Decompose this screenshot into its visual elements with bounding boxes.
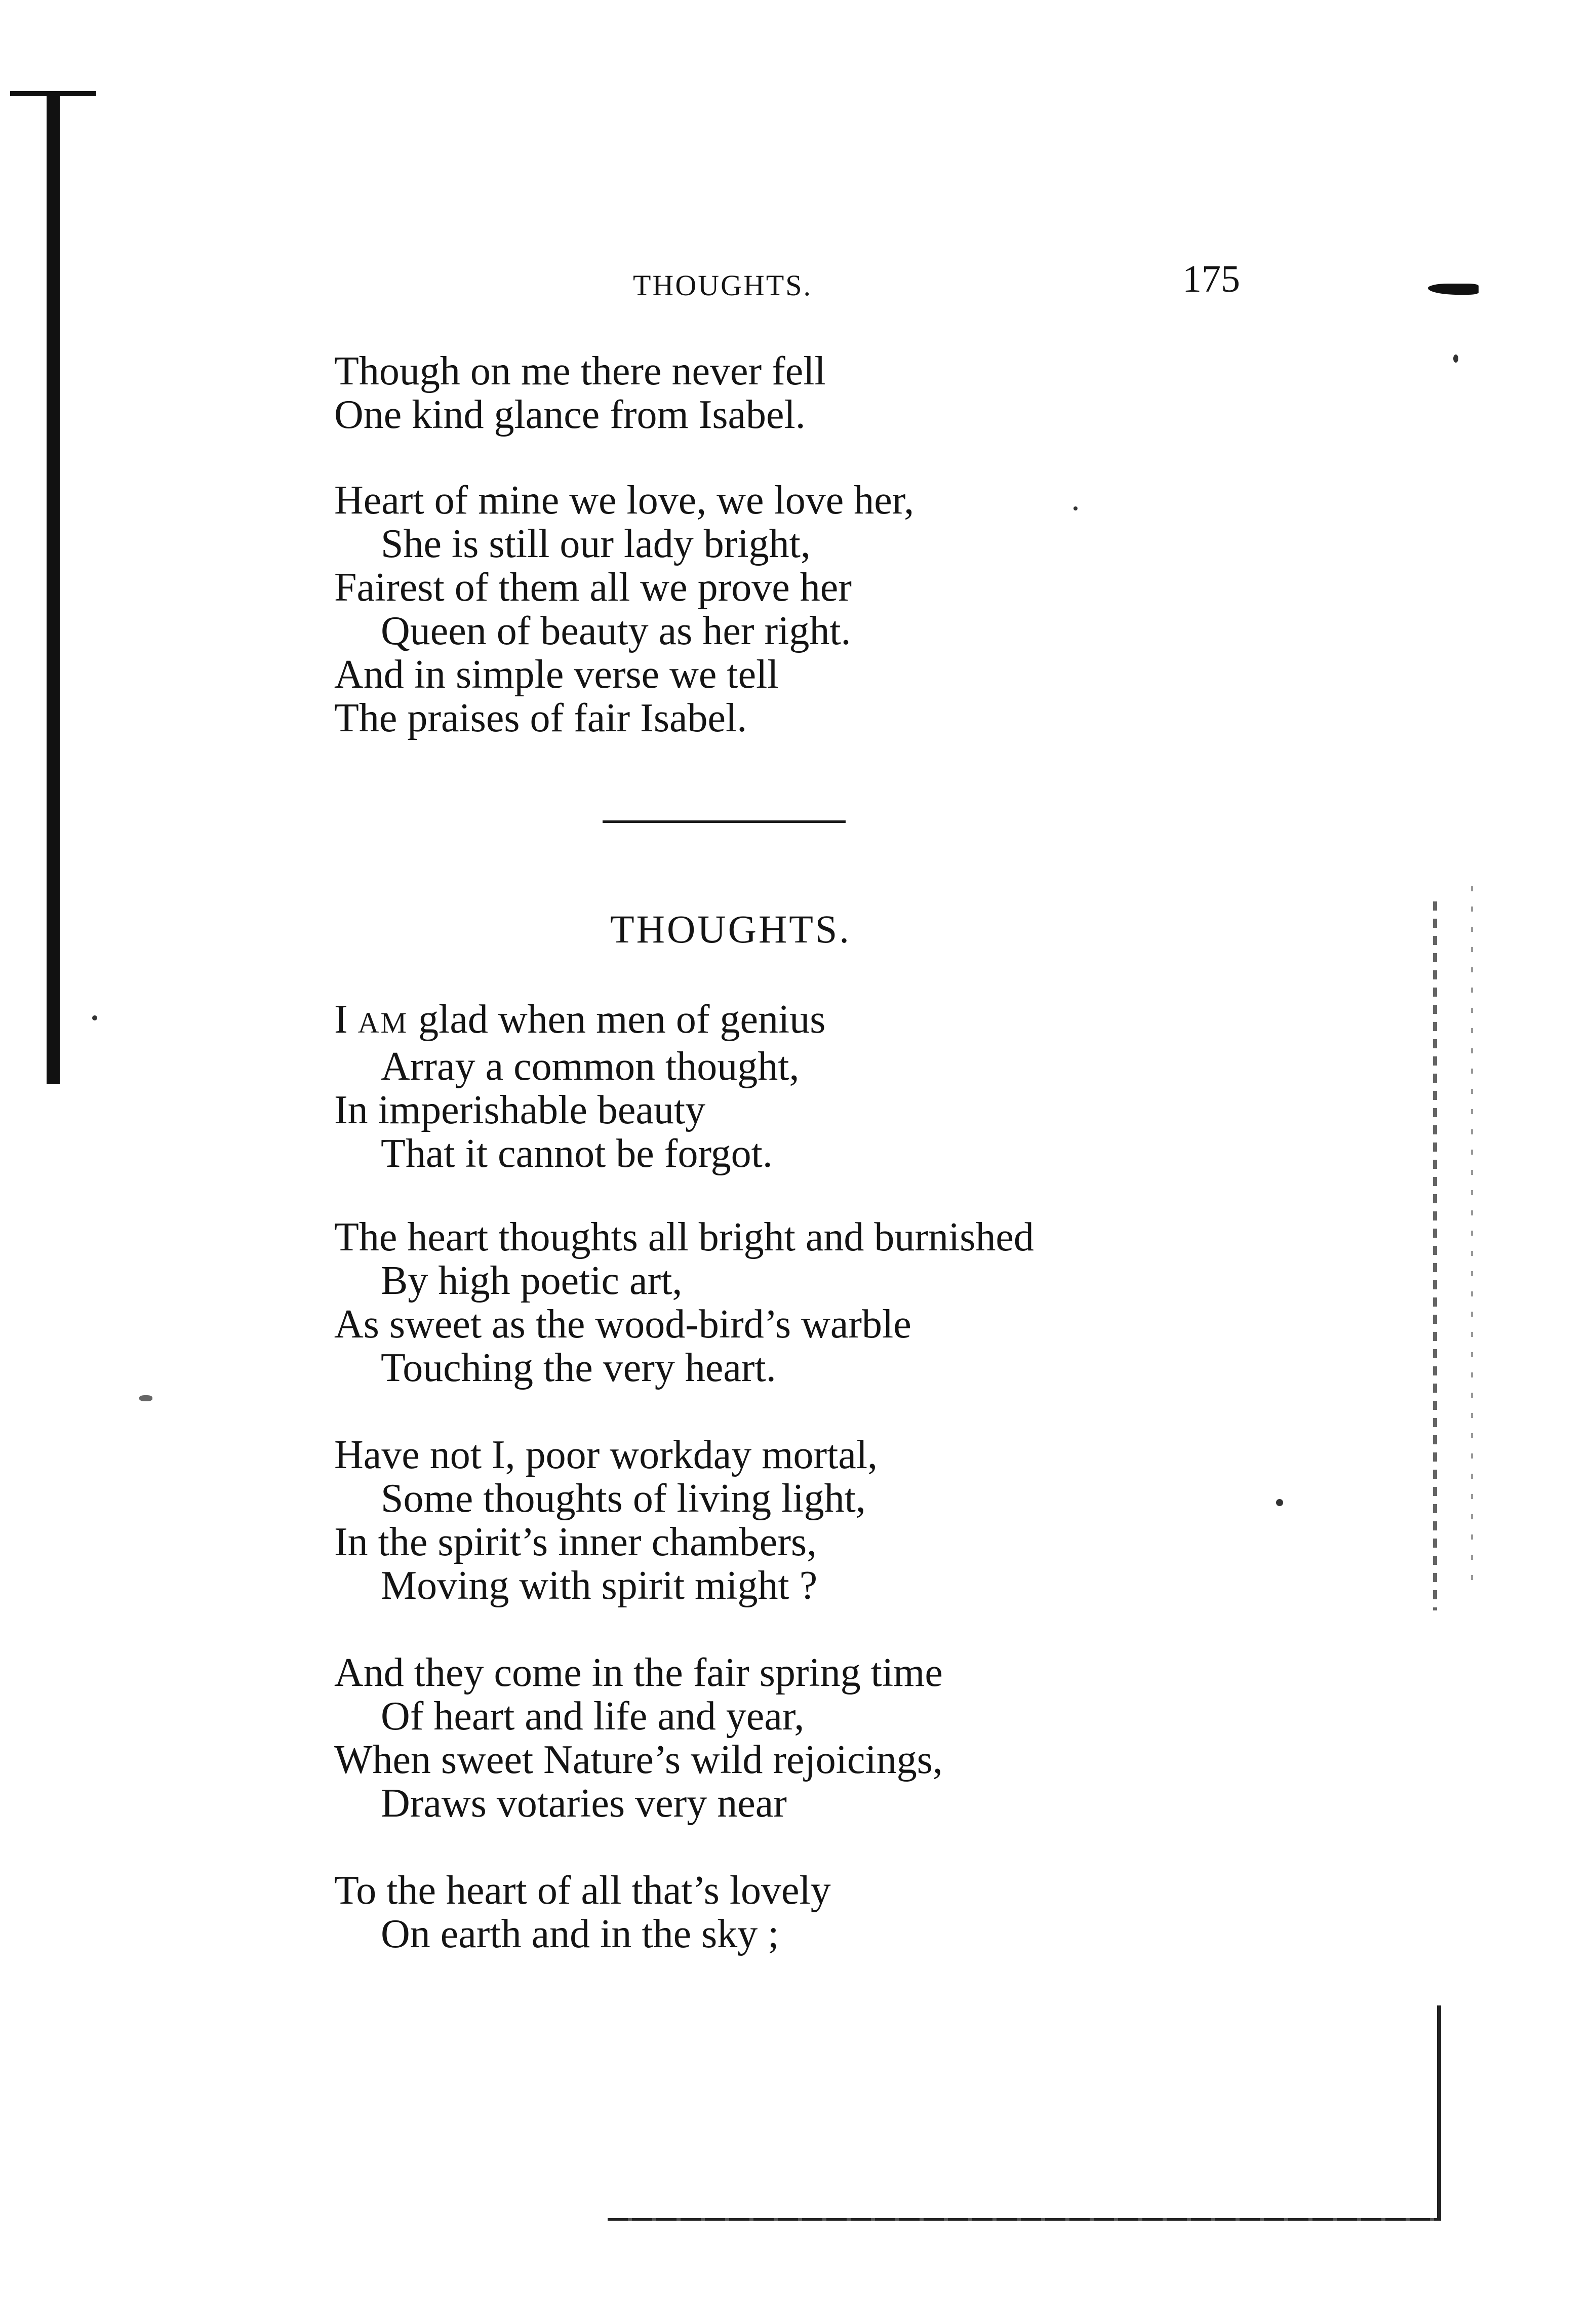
verse-line: Moving with spirit might ? (381, 1563, 818, 1608)
poem-stanza-4 (334, 1651, 943, 1825)
verse-line: Queen of beauty as her right. (381, 609, 851, 653)
poem-stanza-3 (334, 1433, 878, 1607)
binding-bar (47, 91, 60, 1084)
page-number: 175 (1182, 258, 1240, 300)
verse-line: Though on me there never fell (334, 349, 826, 393)
verse-line: Array a common thought, (381, 1044, 800, 1089)
section-divider (603, 820, 846, 823)
first-line-lead: I (334, 997, 358, 1042)
verse-line: Heart of mine we love, we love her, (334, 478, 914, 523)
previous-poem-stanza-2 (334, 479, 914, 740)
verse-line: Draws votaries very near (381, 1781, 787, 1826)
verse-line: To the heart of all that’s lovely (334, 1868, 831, 1913)
verse-line-first (334, 998, 825, 1045)
page-edge-marks (1433, 901, 1437, 1610)
verse-line: Fairest of them all we prove her (334, 565, 852, 610)
speck (1073, 506, 1078, 510)
verse-line: The praises of fair Isabel. (334, 696, 747, 740)
running-head: THOUGHTS. (633, 269, 813, 302)
verse-line: She is still our lady bright, (381, 522, 811, 566)
verse-line: As sweet as the wood-bird’s warble (334, 1302, 911, 1347)
speck (139, 1395, 152, 1401)
poem-stanza-1 (334, 998, 825, 1175)
page-edge-bar (1437, 2005, 1441, 2218)
poem-stanza-5 (334, 1869, 831, 1956)
verse-line: Have not I, poor workday mortal, (334, 1433, 878, 1477)
page-edge-marks-outer (1471, 886, 1473, 1595)
poem-title: THOUGHTS. (610, 907, 851, 951)
verse-line: That it cannot be forgot. (381, 1131, 773, 1176)
verse-line: In the spirit’s inner chambers, (334, 1520, 817, 1564)
previous-poem-stanza-1 (334, 349, 826, 437)
verse-line: Some thoughts of living light, (381, 1476, 866, 1521)
first-line-rest: glad when men of genius (408, 997, 826, 1042)
bottom-edge-rule (608, 2218, 1441, 2221)
verse-line: Of heart and life and year, (381, 1694, 805, 1739)
verse-line: And in simple verse we tell (334, 652, 779, 697)
speck (1453, 354, 1458, 363)
verse-line: In imperishable beauty (334, 1088, 706, 1132)
verse-line: On earth and in the sky ; (381, 1912, 779, 1956)
verse-line: The heart thoughts all bright and burnished (334, 1215, 1034, 1259)
verse-line: And they come in the fair spring time (334, 1650, 943, 1695)
verse-line: Touching the very heart. (381, 1346, 776, 1390)
speck (92, 1015, 97, 1020)
speck (1276, 1499, 1283, 1506)
verse-line: When sweet Nature’s wild rejoicings, (334, 1738, 943, 1782)
poem-stanza-2 (334, 1215, 1034, 1390)
margin-mark (1428, 284, 1479, 295)
verse-line: By high poetic art, (381, 1258, 683, 1303)
first-line-smallcaps: AM (357, 1006, 409, 1039)
verse-line: One kind glance from Isabel. (334, 392, 806, 437)
